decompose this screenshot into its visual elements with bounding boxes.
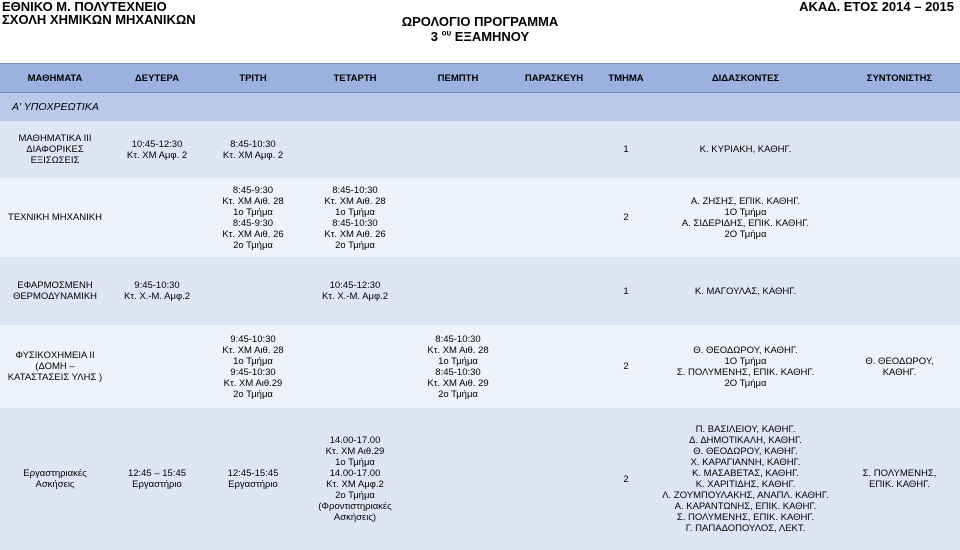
section-cell: 1: [600, 257, 652, 325]
col-section: ΤΜΗΜΑ: [600, 64, 652, 93]
section-label: Α' ΥΠΟΧΡΕΩΤΙΚΑ: [0, 93, 960, 122]
section-cell: 1: [600, 121, 652, 178]
section-row: [0, 93, 960, 122]
teachers-cell: Α. ΖΗΣΗΣ, ΕΠΙΚ. ΚΑΘΗΓ. 1Ο Τμήμα Α. ΣΙΔΕΡΙΔΗΣ, ΕΠΙΚ. ΚΑΘΗΓ. 2Ο Τμήμα: [652, 178, 839, 257]
section-cell: 2: [600, 178, 652, 257]
friday-cell: [508, 257, 600, 325]
table-row: [0, 178, 960, 257]
col-tuesday: ΤΡΙΤΗ: [204, 64, 302, 93]
tuesday-cell: 9:45-10:30 Κτ. ΧΜ Αιθ. 28 1ο Τμήμα 9:45-10:30 Κτ. ΧΜ Αιθ.29 2ο Τμήμα: [204, 325, 302, 408]
friday-cell: [508, 325, 600, 408]
coordinator-cell: [839, 121, 960, 178]
thursday-cell: 8:45-10:30 Κτ. ΧΜ Αιθ. 28 1ο Τμήμα 8:45-10:30 Κτ. ΧΜ Αιθ. 29 2ο Τμήμα: [408, 325, 508, 408]
thursday-cell: [408, 408, 508, 550]
monday-cell: 12:45 – 15:45 Εργαστήριο: [110, 408, 204, 550]
monday-cell: 10:45-12:30 Κτ. ΧΜ Αμφ. 2: [110, 121, 204, 178]
course-name: ΦΥΣΙΚΟΧΗΜΕΙΑ ΙΙ (ΔΟΜΗ – ΚΑΤΑΣΤΑΣΕΙΣ ΥΛΗΣ ): [0, 325, 110, 408]
timetable: [0, 63, 960, 550]
coordinator-cell: Σ. ΠΟΛΥΜΕΝΗΣ, ΕΠΙΚ. ΚΑΘΗΓ.: [839, 408, 960, 550]
table-row: [0, 408, 960, 550]
wednesday-cell: 8:45-10:30 Κτ. ΧΜ Αιθ. 28 1ο Τμήμα 8:45-10:30 Κτ. ΧΜ Αιθ. 26 2ο Τμήμα: [302, 178, 408, 257]
wednesday-cell: 10:45-12:30 Κτ. Χ.-Μ. Αμφ.2: [302, 257, 408, 325]
col-courses: ΜΑΘΗΜΑΤΑ: [0, 64, 110, 93]
monday-cell: [110, 325, 204, 408]
teachers-cell: Π. ΒΑΣΙΛΕΙΟΥ, ΚΑΘΗΓ. Δ. ΔΗΜΟΤΙΚΑΛΗ, ΚΑΘΗΓ. Θ. ΘΕΟΔΩΡΟΥ, ΚΑΘΗΓ. Χ. ΚΑΡΑΓΙΑΝΝΗ, ΚΑΘΗΓ. Κ. ΜΑΣΑΒΕΤΑΣ, ΚΑΘΗΓ. Κ. ΧΑΡΙΤΙΔΗΣ, ΚΑΘΗΓ. Λ. ΖΟΥΜΠΟΥΛΑΚΗΣ, ΑΝΑΠΛ. ΚΑΘΗΓ. Α. ΚΑΡΑΝΤΩΝΗΣ, ΕΠΙΚ. ΚΑΘΗΓ. Σ. ΠΟΛΥΜΕΝΗΣ, ΕΠΙΚ. ΚΑΘΗΓ. Γ. ΠΑΠΑΔΟΠΟΥΛΟΣ, ΛΕΚΤ.: [652, 408, 839, 550]
tuesday-cell: 8:45-9:30 Κτ. ΧΜ Αιθ. 28 1ο Τμήμα 8:45-9:30 Κτ. ΧΜ Αιθ. 26 2ο Τμήμα: [204, 178, 302, 257]
col-teachers: ΔΙΔΑΣΚΟΝΤΕΣ: [652, 64, 839, 93]
university-name: ΕΘΝΙΚΟ Μ. ΠΟΛΥΤΕΧΝΕΙΟ: [2, 0, 167, 14]
col-wednesday: ΤΕΤΑΡΤΗ: [302, 64, 408, 93]
teachers-cell: Θ. ΘΕΟΔΩΡΟΥ, ΚΑΘΗΓ. 1Ο Τμήμα Σ. ΠΟΛΥΜΕΝΗΣ, ΕΠΙΚ. ΚΑΘΗΓ. 2Ο Τμήμα: [652, 325, 839, 408]
thursday-cell: [408, 178, 508, 257]
column-header-row: [0, 64, 960, 93]
monday-cell: [110, 178, 204, 257]
coordinator-cell: [839, 257, 960, 325]
thursday-cell: [408, 257, 508, 325]
teachers-cell: Κ. ΜΑΓΟΥΛΑΣ, ΚΑΘΗΓ.: [652, 257, 839, 325]
wednesday-cell: [302, 325, 408, 408]
semester-title: [0, 30, 960, 44]
tuesday-cell: 12:45-15:45 Εργαστήριο: [204, 408, 302, 550]
semester-ordinal: ου: [441, 28, 452, 38]
section-cell: 2: [600, 325, 652, 408]
thursday-cell: [408, 121, 508, 178]
academic-year: ΑΚΑΔ. ΕΤΟΣ 2014 – 2015: [799, 0, 954, 14]
tuesday-cell: 8:45-10:30 Κτ. ΧΜ Αμφ. 2: [204, 121, 302, 178]
coordinator-cell: Θ. ΘΕΟΔΩΡΟΥ, ΚΑΘΗΓ.: [839, 325, 960, 408]
friday-cell: [508, 178, 600, 257]
semester-word: ΕΞΑΜΗΝΟΥ: [454, 29, 530, 44]
col-friday: ΠΑΡΑΣΚΕΥΗ: [508, 64, 600, 93]
col-monday: ΔΕΥΤΕΡΑ: [110, 64, 204, 93]
section-cell: 2: [600, 408, 652, 550]
friday-cell: [508, 121, 600, 178]
semester-number: 3: [430, 29, 438, 44]
school-name: ΣΧΟΛΗ ΧΗΜΙΚΩΝ ΜΗΧΑΝΙΚΩΝ: [2, 12, 196, 27]
col-thursday: ΠΕΜΠΤΗ: [408, 64, 508, 93]
table-row: [0, 257, 960, 325]
monday-cell: 9:45-10:30 Κτ. Χ.-Μ. Αμφ.2: [110, 257, 204, 325]
col-coordinator: ΣΥΝΤΟΝΙΣΤΗΣ: [839, 64, 960, 93]
schedule-title: ΩΡΟΛΟΓΙΟ ΠΡΟΓΡΑΜΜΑ: [401, 14, 559, 29]
coordinator-cell: [839, 178, 960, 257]
teachers-cell: Κ. ΚΥΡΙΑΚΗ, ΚΑΘΗΓ.: [652, 121, 839, 178]
table-row: [0, 325, 960, 408]
table-row: [0, 121, 960, 178]
course-name: ΤΕΧΝΙΚΗ ΜΗΧΑΝΙΚΗ: [0, 178, 110, 257]
wednesday-cell: 14.00-17.00 Κτ. ΧΜ Αιθ.29 1ο Τμήμα 14.00-17.00 Κτ. ΧΜ Αμφ.2 2ο Τμήμα (Φροντιστηριακές Ασκήσεις): [302, 408, 408, 550]
friday-cell: [508, 408, 600, 550]
wednesday-cell: [302, 121, 408, 178]
course-name: ΕΦΑΡΜΟΣΜΕΝΗ ΘΕΡΜΟΔΥΝΑΜΙΚΗ: [0, 257, 110, 325]
course-name: Εργαστηριακές Ασκήσεις: [0, 408, 110, 550]
course-name: ΜΑΘΗΜΑΤΙΚΑ ΙΙΙ ΔΙΑΦΟΡΙΚΕΣ ΕΞΙΣΩΣΕΙΣ: [0, 121, 110, 178]
tuesday-cell: [204, 257, 302, 325]
